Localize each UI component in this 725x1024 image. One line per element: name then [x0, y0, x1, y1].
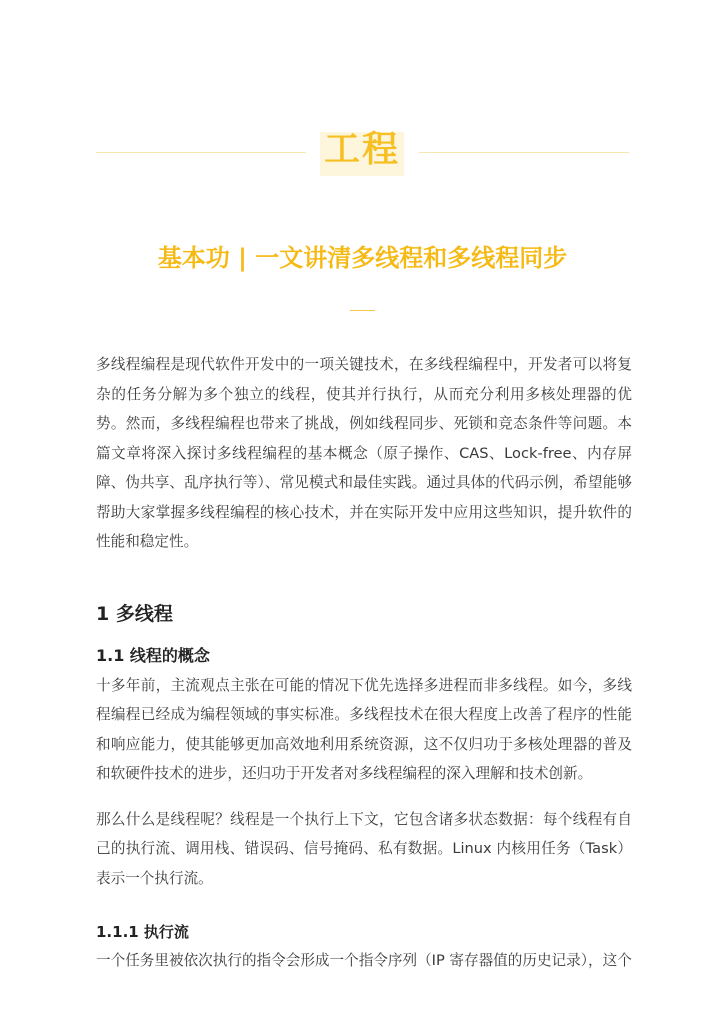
category-header	[96, 124, 629, 180]
article-title: 基本功 | 一文讲清多线程和多线程同步	[157, 244, 568, 272]
section-heading-1: 1 多线程	[96, 602, 173, 625]
category-divider-left	[96, 152, 306, 153]
section-heading-1-1-1: 1.1.1 执行流	[96, 923, 189, 941]
category-divider-right	[419, 152, 629, 153]
paragraph-1-1-b: 那么什么是线程呢？线程是一个执行上下文，它包含诸多状态数据：每个线程有自己的执行流、调用栈、错误码、信号掩码、私有数据。Linux 内核用任务（Task）表示一个执行流。	[96, 810, 632, 887]
category-badge	[314, 124, 410, 180]
title-underline	[350, 310, 375, 311]
category-label: 工程	[323, 129, 400, 170]
article-body	[96, 350, 632, 976]
section-heading-1-1: 1.1 线程的概念	[96, 645, 210, 665]
intro-paragraph: 多线程编程是现代软件开发中的一项关键技术，在多线程编程中，开发者可以将复杂的任务分解为多个独立的线程，使其并行执行，从而充分利用多核处理器的优势。然而，多线程编程也带来了挑战，例如线程同步、死锁和竞态条件等问题。本篇文章将深入探讨多线程编程的基本概念（原子操作、CAS、Lock-free、内存屏障、伪共享、乱序执行等）、常见模式和最佳实践。通过具体的代码示例，希望能够帮助大家掌握多线程编程的核心技术，并在实际开发中应用这些知识，提升软件的性能和稳定性。	[96, 356, 632, 550]
paragraph-1-1-a: 十多年前，主流观点主张在可能的情况下优先选择多进程而非多线程。如今，多线程编程已经成为编程领域的事实标准。多线程技术在很大程度上改善了程序的性能和响应能力，使其能够更加高效地利用系统资源，这不仅归功于多核处理器的普及和软硬件技术的进步，还归功于开发者对多线程编程的深入理解和技术创新。	[96, 676, 632, 782]
paragraph-1-1-1-a: 一个任务里被依次执行的指令会形成一个指令序列（IP 寄存器值的历史记录），这个	[96, 952, 632, 969]
